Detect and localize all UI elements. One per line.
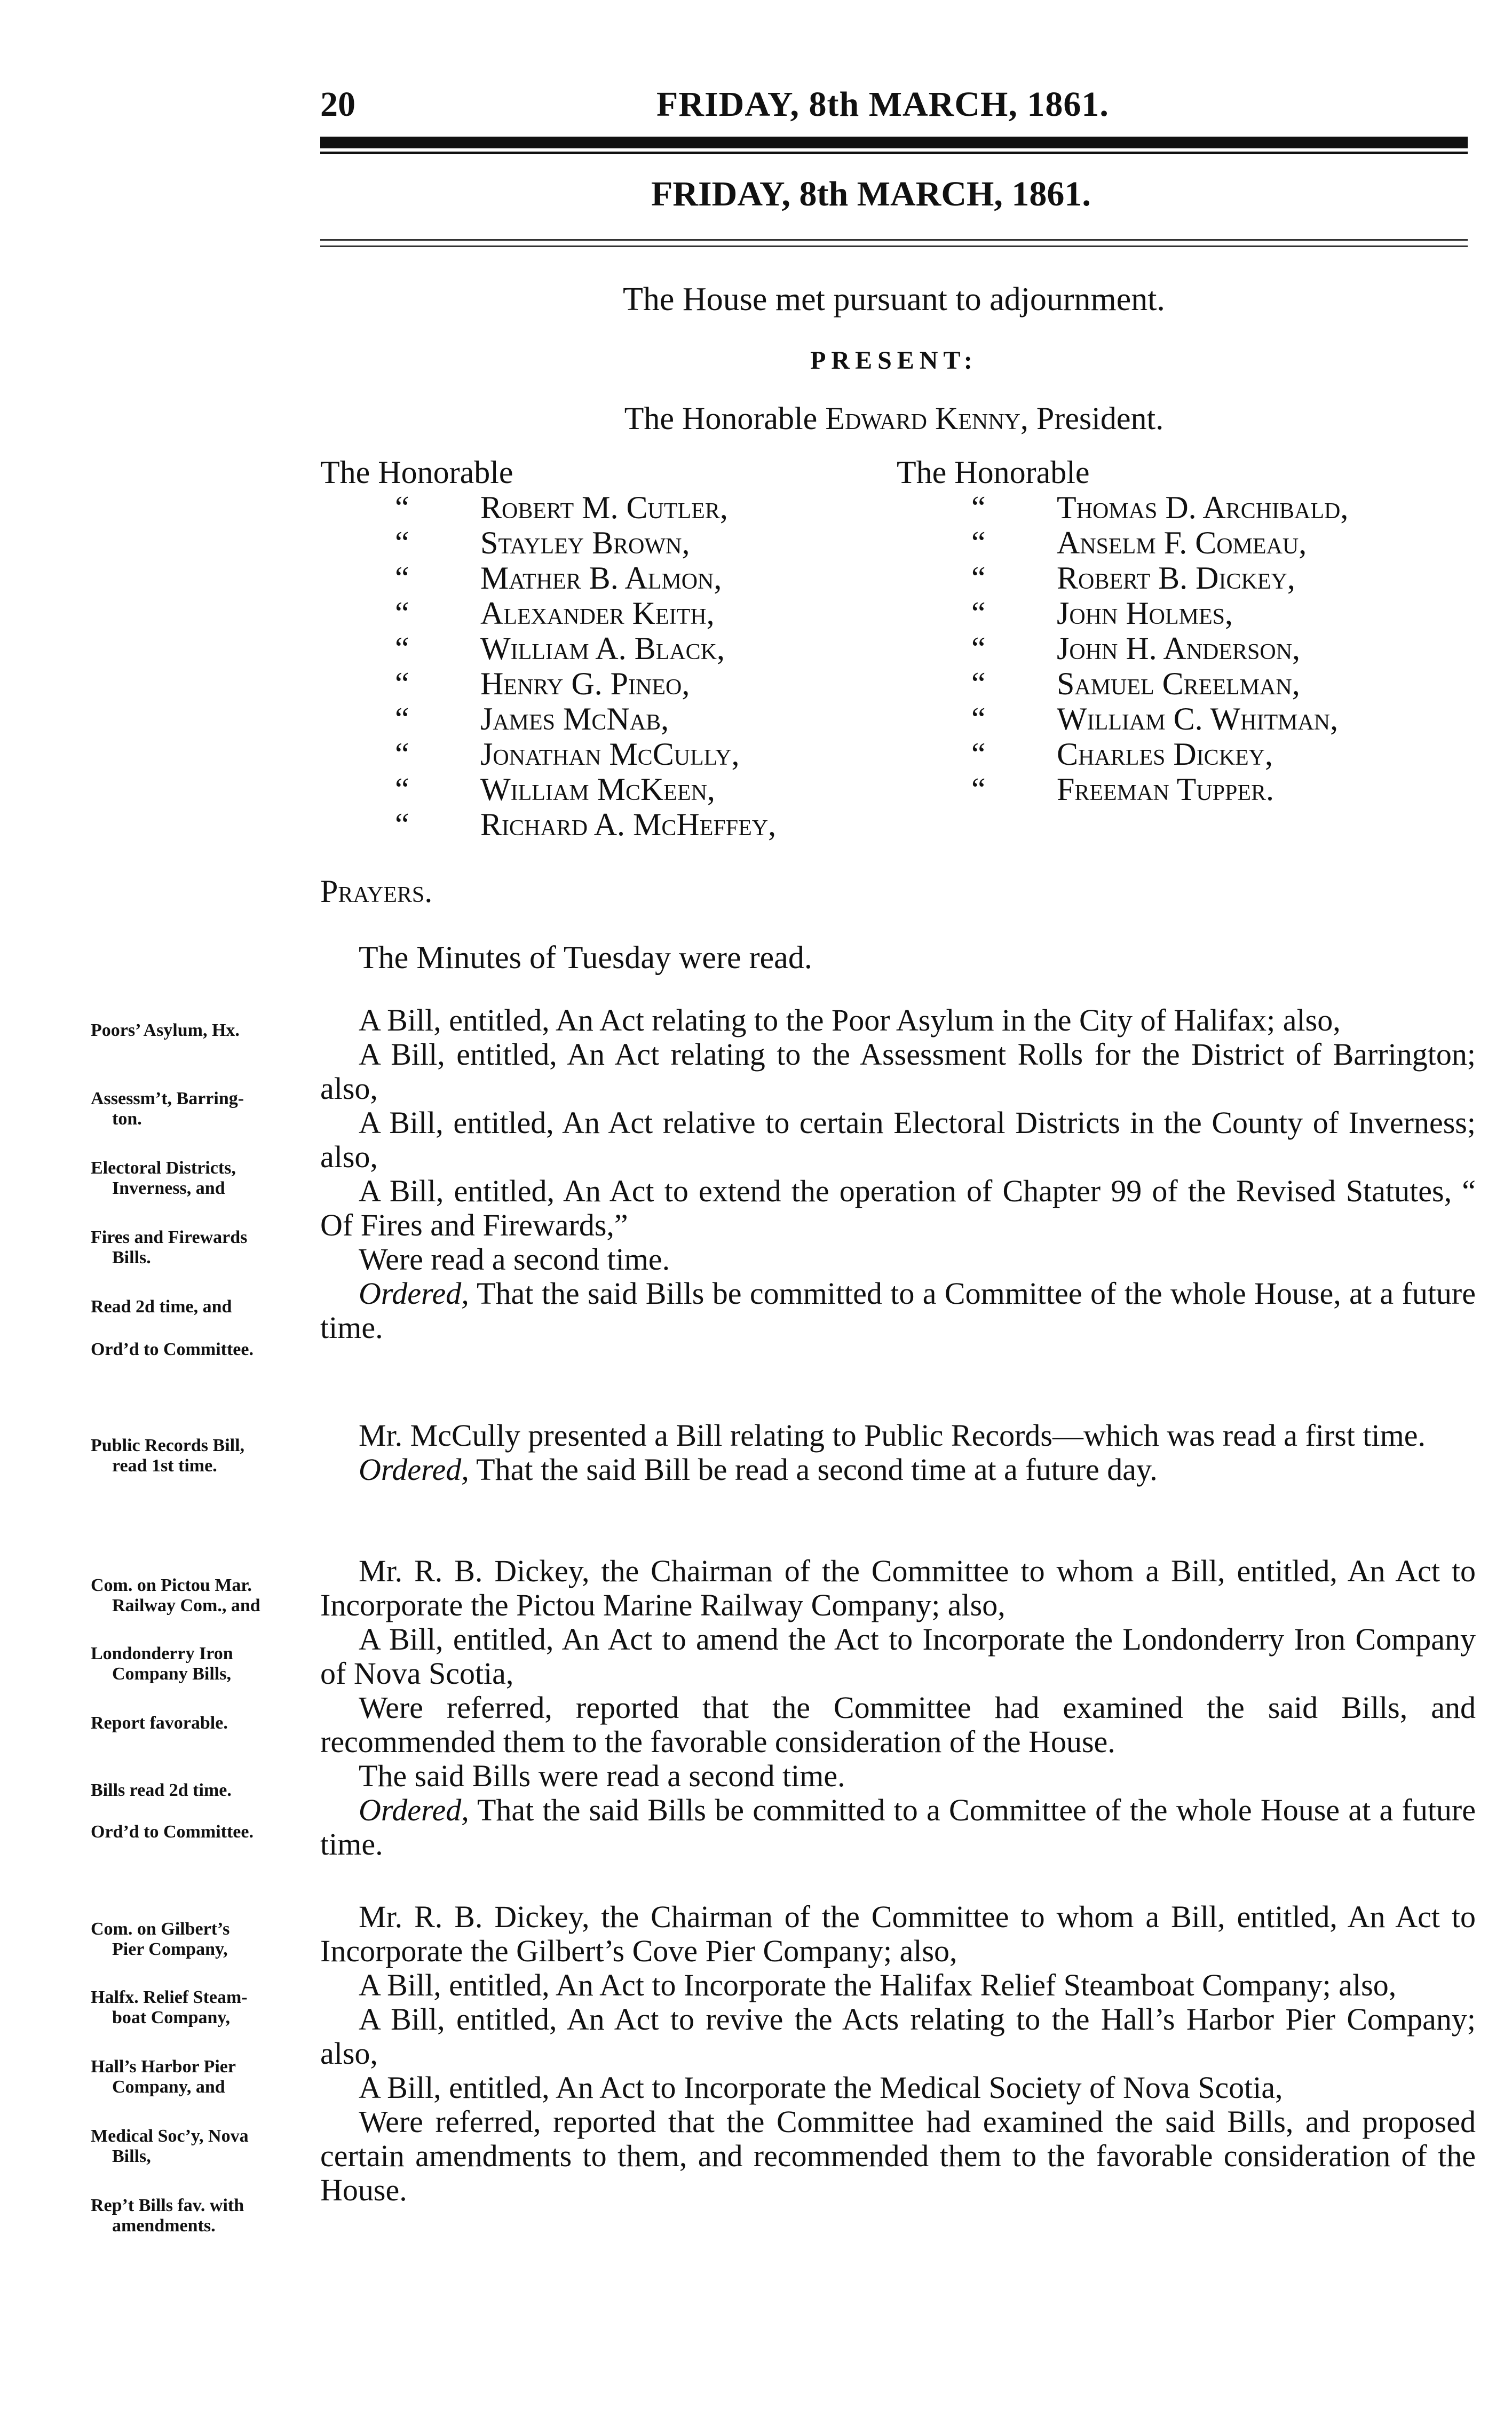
title-rule-upper <box>320 239 1468 241</box>
member-name: James McNab, <box>480 701 669 736</box>
ditto-mark: “ <box>971 701 986 736</box>
member-name: Charles Dickey, <box>1057 736 1273 772</box>
ditto-mark: “ <box>971 666 986 701</box>
member-name: Thomas D. Archibald, <box>1057 490 1349 525</box>
margin-note-line: Pier Company, <box>112 1939 228 1959</box>
paragraph: A Bill, entitled, An Act relating to the Poor Asylum in the City of Halifax; also, <box>359 1003 1341 1037</box>
member-name: Jonathan McCully, <box>480 736 740 772</box>
margin-note-line: Poors’ Asylum, Hx. <box>91 1020 240 1040</box>
ditto-mark: “ <box>395 596 409 631</box>
member-name: William McKeen, <box>480 772 715 807</box>
ditto-mark: “ <box>395 560 409 596</box>
ordered-label: Ordered, <box>359 1276 469 1311</box>
member-row <box>897 666 1300 701</box>
margin-note-line: Ord’d to Committee. <box>91 1340 254 1359</box>
margin-note <box>91 1780 315 1801</box>
margin-note <box>91 1987 315 2028</box>
ditto-mark: “ <box>971 736 986 772</box>
margin-note-line: Report favorable. <box>91 1713 228 1733</box>
margin-note-line: Company, and <box>112 2077 225 2097</box>
ordered-label: Ordered, <box>359 1793 469 1827</box>
member-row <box>320 631 725 666</box>
margin-note-line: amendments. <box>112 2216 216 2236</box>
ditto-mark: “ <box>971 490 986 525</box>
margin-note-line: Londonderry Iron <box>91 1644 233 1663</box>
margin-note-line: Com. on Gilbert’s <box>91 1919 230 1939</box>
member-row <box>897 490 1349 525</box>
member-name: Stayley Brown, <box>480 525 690 560</box>
member-row <box>897 525 1307 560</box>
president-suffix: , President. <box>1020 401 1164 436</box>
member-name: William C. Whitman, <box>1057 701 1339 736</box>
title-rule-lower <box>320 245 1468 247</box>
ordered-text: That the said Bills be committed to a Committee of the whole House, at a future time. <box>320 1276 1476 1345</box>
paragraph: The said Bills were read a second time. <box>359 1758 845 1793</box>
margin-note <box>91 1227 315 1268</box>
margin-note-line: ton. <box>112 1109 142 1129</box>
margin-note-line: Rep’t Bills fav. with <box>91 2196 244 2215</box>
ditto-mark: “ <box>971 525 986 560</box>
header-rule-thick <box>320 137 1468 148</box>
margin-note-line: Bills, <box>112 2146 151 2166</box>
members-right-header: The Honorable <box>897 455 1090 490</box>
ditto-mark: “ <box>971 772 986 807</box>
margin-note <box>91 1020 315 1041</box>
member-row <box>897 560 1295 596</box>
member-name: Freeman Tupper. <box>1057 772 1274 807</box>
member-name: Henry G. Pineo, <box>480 666 690 701</box>
ordered-text: That the said Bill be read a second time at a future day. <box>469 1452 1158 1487</box>
paragraph: A Bill, entitled, An Act to Incorporate the Halifax Relief Steamboat Company; also, <box>359 1968 1397 2002</box>
paragraph: Mr. McCully presented a Bill relating to Public Records—which was read a first time. <box>359 1418 1426 1453</box>
margin-note-line: Company Bills, <box>112 1664 231 1684</box>
margin-note-line: Halfx. Relief Steam- <box>91 1987 248 2007</box>
margin-note <box>91 1436 315 1476</box>
member-row <box>320 490 728 525</box>
paragraph: A Bill, entitled, An Act relative to certain Electoral Districts in the County of Inverness; also, <box>320 1105 1476 1174</box>
members-left-header: The Honorable <box>320 455 513 490</box>
header-rule-thin <box>320 152 1468 154</box>
member-name: Anselm F. Comeau, <box>1057 525 1307 560</box>
margin-note-line: Ord’d to Committee. <box>91 1822 254 1842</box>
member-row <box>320 736 740 772</box>
paragraph: A Bill, entitled, An Act to extend the operation of Chapter 99 of the Revised Statutes, “ Of Fires and Firewards,” <box>320 1174 1476 1242</box>
member-name: Mather B. Almon, <box>480 560 722 596</box>
member-name: Samuel Creelman, <box>1057 666 1300 701</box>
margin-note <box>91 1089 315 1129</box>
member-row <box>320 596 715 631</box>
present-label: PRESENT: <box>810 346 978 375</box>
member-name: Robert B. Dickey, <box>1057 560 1295 596</box>
member-row <box>320 807 777 842</box>
margin-note-line: Bills. <box>112 1248 151 1268</box>
ditto-mark: “ <box>395 631 409 666</box>
paragraph <box>320 1793 1476 1861</box>
ditto-mark: “ <box>395 490 409 525</box>
paragraph: Were referred, reported that the Committee had examined the said Bills, and recommended them to the favorable consideration of the House. <box>320 1690 1476 1759</box>
paragraph: A Bill, entitled, An Act relating to the Assessment Rolls for the District of Barrington; also, <box>320 1037 1476 1106</box>
ordered-label: Ordered, <box>359 1452 469 1487</box>
paragraph: Mr. R. B. Dickey, the Chairman of the Committee to whom a Bill, entitled, An Act to Incorporate the Pictou Marine Railway Company; also, <box>320 1554 1476 1622</box>
member-name: John H. Anderson, <box>1057 631 1301 666</box>
section-pictou-londonderry <box>320 1554 1476 1861</box>
paragraph: A Bill, entitled, An Act to revive the Acts relating to the Hall’s Harbor Pier Company; also, <box>320 2002 1476 2071</box>
member-row <box>897 736 1273 772</box>
member-name: William A. Black, <box>480 631 725 666</box>
margin-note <box>91 2196 315 2236</box>
margin-note <box>91 1644 315 1684</box>
margin-note-line: boat Company, <box>112 2008 231 2027</box>
margin-note-line: Inverness, and <box>112 1178 225 1198</box>
paragraph <box>320 1453 1476 1487</box>
paragraph: A Bill, entitled, An Act to amend the Act to Incorporate the Londonderry Iron Company of Nova Scotia, <box>320 1622 1476 1691</box>
page-header <box>320 84 1468 132</box>
ditto-mark: “ <box>395 701 409 736</box>
paragraph: Mr. R. B. Dickey, the Chairman of the Committee to whom a Bill, entitled, An Act to Incorporate the Gilbert’s Cove Pier Company; also, <box>320 1899 1476 1968</box>
margin-note <box>91 1340 315 1360</box>
margin-note <box>91 1713 315 1733</box>
margin-note-line: Medical Soc’y, Nova <box>91 2126 249 2146</box>
page-number: 20 <box>320 85 355 124</box>
margin-note-line: Hall’s Harbor Pier <box>91 2057 236 2077</box>
margin-note <box>91 1297 315 1317</box>
member-row <box>897 701 1339 736</box>
house-met-line: The House met pursuant to adjournment. <box>623 281 1165 318</box>
margin-note <box>91 2126 315 2167</box>
margin-note-line: Public Records Bill, <box>91 1436 245 1455</box>
president-line <box>320 400 1468 437</box>
margin-note-line: read 1st time. <box>112 1456 217 1476</box>
margin-note <box>91 1575 315 1616</box>
paragraph: A Bill, entitled, An Act to Incorporate the Medical Society of Nova Scotia, <box>359 2070 1283 2105</box>
president-name: Edward Kenny <box>825 401 1020 436</box>
members-left-column <box>320 455 777 842</box>
margin-note-line: Electoral Districts, <box>91 1158 236 1178</box>
section-gilberts-cove <box>320 1900 1476 2207</box>
member-row <box>320 666 690 701</box>
running-head: FRIDAY, 8th MARCH, 1861. <box>656 85 1109 124</box>
margin-note-line: Bills read 2d time. <box>91 1780 232 1800</box>
president-prefix: The Honorable <box>624 401 826 436</box>
member-name: Robert M. Cutler, <box>480 490 728 525</box>
member-row <box>320 525 690 560</box>
paragraph: Were referred, reported that the Committee had examined the said Bills, and proposed certain amendments to them, and recommended them to the favorable consideration of the House. <box>320 2104 1476 2207</box>
paragraph: Were read a second time. <box>359 1242 670 1277</box>
margin-note-line: Fires and Firewards <box>91 1227 248 1247</box>
member-name: John Holmes, <box>1057 596 1233 631</box>
margin-note <box>91 2057 315 2097</box>
margin-note <box>91 1822 315 1842</box>
margin-note-line: Assessm’t, Barring- <box>91 1089 244 1108</box>
section-second-readings <box>320 1003 1476 1345</box>
margin-note-line: Com. on Pictou Mar. <box>91 1575 252 1595</box>
member-row <box>897 631 1301 666</box>
ditto-mark: “ <box>395 666 409 701</box>
paragraph <box>320 1277 1476 1345</box>
margin-note <box>91 1158 315 1199</box>
ditto-mark: “ <box>395 525 409 560</box>
member-row <box>897 772 1274 807</box>
ditto-mark: “ <box>395 736 409 772</box>
minutes-line: The Minutes of Tuesday were read. <box>359 940 812 975</box>
margin-note <box>91 1919 315 1960</box>
member-name: Alexander Keith, <box>480 596 715 631</box>
member-row <box>320 560 722 596</box>
member-row <box>897 596 1233 631</box>
date-title: FRIDAY, 8th MARCH, 1861. <box>651 175 1091 213</box>
ditto-mark: “ <box>971 596 986 631</box>
margin-note-line: Read 2d time, and <box>91 1297 232 1317</box>
member-row <box>320 772 715 807</box>
ditto-mark: “ <box>971 560 986 596</box>
margin-note-line: Railway Com., and <box>112 1596 260 1615</box>
ditto-mark: “ <box>971 631 986 666</box>
member-name: Richard A. McHeffey, <box>480 807 777 842</box>
ditto-mark: “ <box>395 772 409 807</box>
member-row <box>320 701 669 736</box>
members-right-column <box>897 455 1349 807</box>
section-public-records <box>320 1419 1476 1487</box>
ditto-mark: “ <box>395 807 409 842</box>
prayers-heading: Prayers. <box>320 874 433 909</box>
ordered-text: That the said Bills be committed to a Committee of the whole House at a future time. <box>320 1793 1476 1861</box>
